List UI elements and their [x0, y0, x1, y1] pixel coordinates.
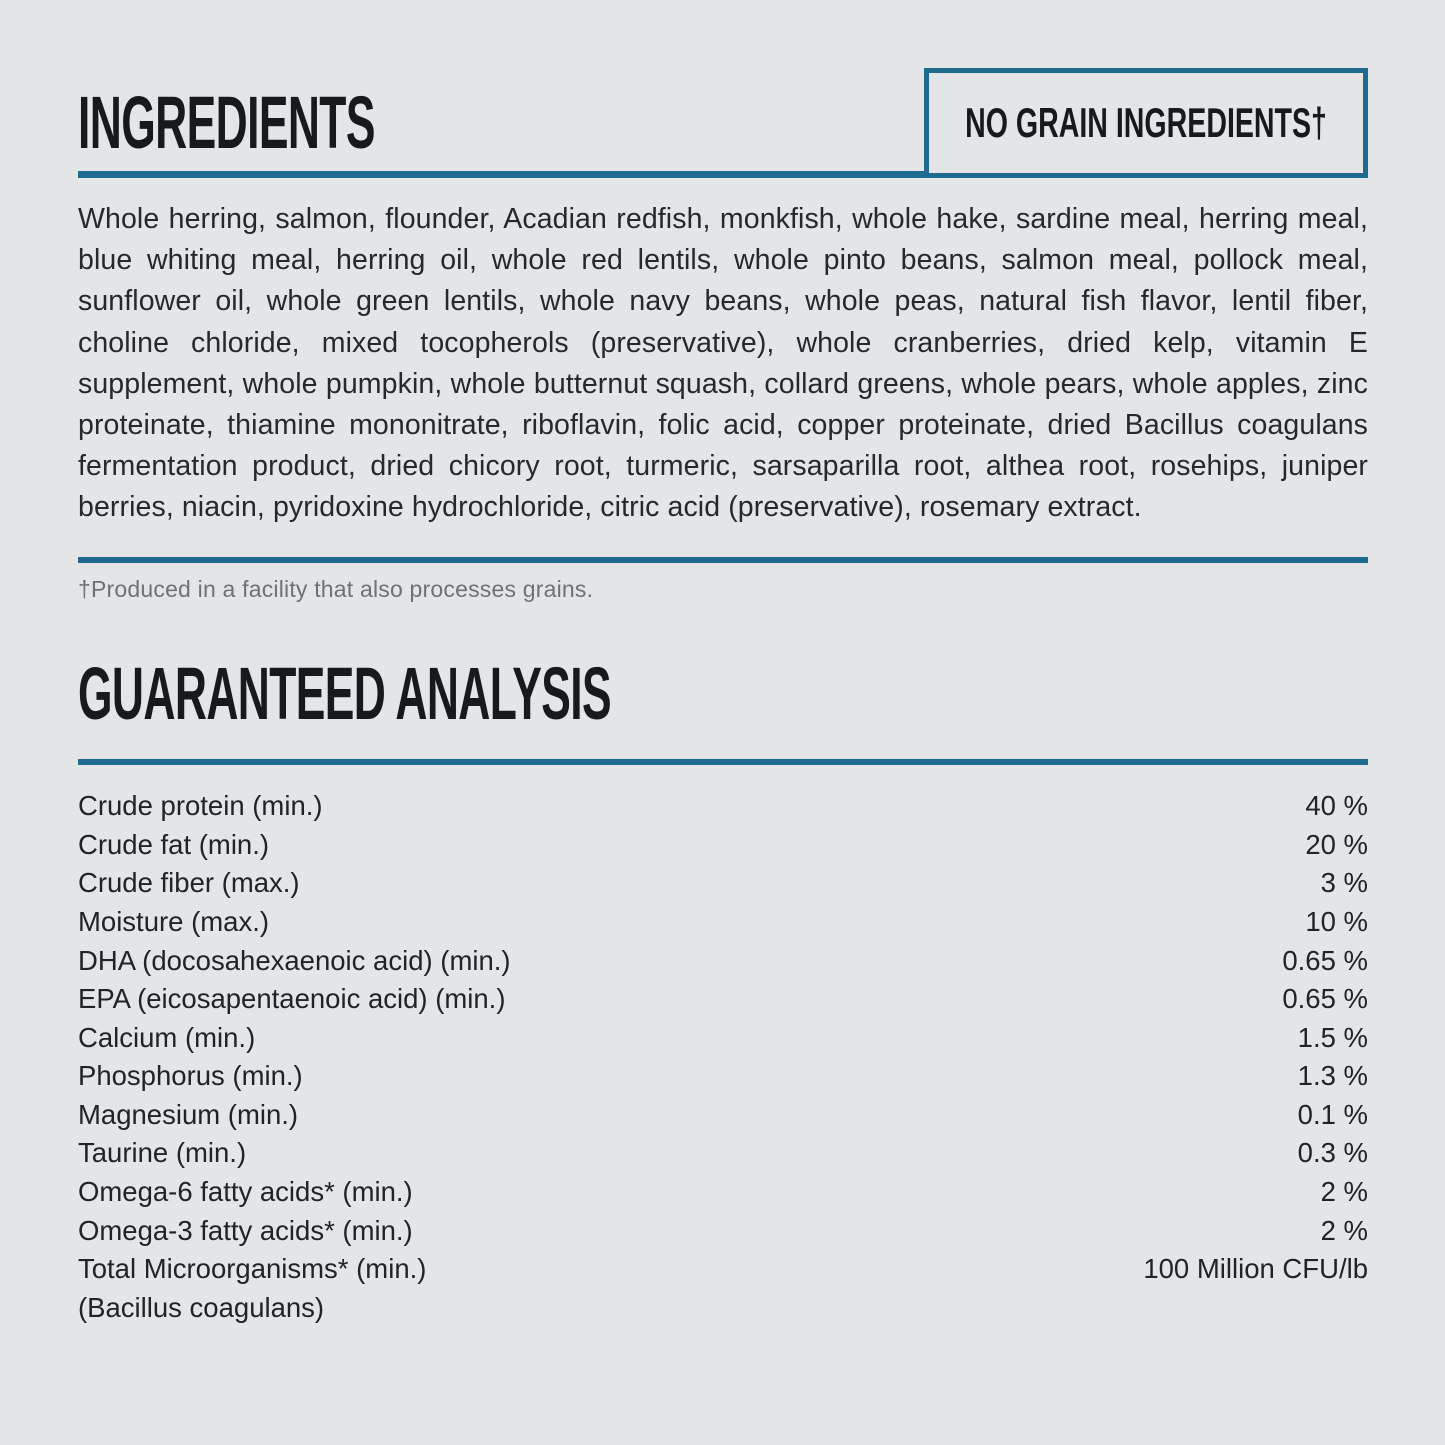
analysis-value: 0.1 %	[1297, 1098, 1368, 1130]
analysis-row	[78, 1019, 1368, 1058]
analysis-label: Calcium (min.)	[78, 1021, 256, 1053]
ingredients-text: Whole herring, salmon, flounder, Acadian redfish, monkfish, whole hake, sardine meal, herring meal, blue whiting meal, herring oil, whole red lentils, whole pinto beans, salmon meal, pollock meal, sunflower oil, whole green lentils, whole navy beans, whole peas, natural fish flavor, lentil fiber, choline chloride, mixed tocopherols (preservative), whole cranberries, dried kelp, vitamin E supplement, whole pumpkin, whole butternut squash, collard greens, whole pears, whole apples, zinc proteinate, thiamine mononitrate, riboflavin, folic acid, copper proteinate, dried Bacillus coagulans fermentation product, dried chicory root, turmeric, sarsaparilla root, althea root, rosehips, juniper berries, niacin, pyridoxine hydrochloride, citric acid (preservative), rosemary extract.	[78, 203, 1368, 524]
analysis-label: EPA (eicosapentaenoic acid) (min.)	[78, 983, 506, 1015]
no-grain-badge-label: NO GRAIN INGREDIENTS†	[965, 99, 1327, 146]
grain-facility-footnote: †Produced in a facility that also processes grains.	[78, 576, 594, 603]
analysis-value: 100 Million CFU/lb	[1143, 1253, 1368, 1285]
ingredients-header	[78, 68, 1368, 178]
analysis-row	[78, 1057, 1368, 1096]
analysis-label: Moisture (max.)	[78, 905, 269, 937]
analysis-label: Phosphorus (min.)	[78, 1060, 303, 1092]
analysis-row	[78, 1134, 1368, 1173]
guaranteed-analysis-title: GUARANTEED ANALYSIS	[78, 651, 611, 735]
analysis-label: Omega-6 fatty acids* (min.)	[78, 1176, 413, 1208]
analysis-row	[78, 1250, 1368, 1289]
divider-above-footnote	[78, 557, 1368, 563]
analysis-label: Total Microorganisms* (min.)	[78, 1253, 427, 1285]
analysis-label: (Bacillus coagulans)	[78, 1291, 325, 1323]
ingredients-section-title: INGREDIENTS	[78, 81, 375, 165]
ingredients-title-block	[78, 68, 924, 178]
analysis-row	[78, 903, 1368, 942]
guaranteed-analysis-header	[78, 649, 1368, 741]
analysis-label: Magnesium (min.)	[78, 1098, 299, 1130]
analysis-row	[78, 980, 1368, 1019]
analysis-label: Crude fat (min.)	[78, 828, 270, 860]
analysis-label: Taurine (min.)	[78, 1137, 247, 1169]
analysis-value: 20 %	[1305, 828, 1368, 860]
analysis-label: Crude protein (min.)	[78, 790, 323, 822]
analysis-label: Crude fiber (max.)	[78, 867, 300, 899]
guaranteed-analysis-table	[78, 787, 1368, 1327]
analysis-value: 0.65 %	[1282, 944, 1368, 976]
analysis-row	[78, 826, 1368, 865]
analysis-row	[78, 1173, 1368, 1212]
analysis-row	[78, 787, 1368, 826]
analysis-value: 3 %	[1320, 867, 1368, 899]
analysis-value: 2 %	[1320, 1176, 1368, 1208]
analysis-value: 2 %	[1320, 1214, 1368, 1246]
analysis-value: 0.65 %	[1282, 983, 1368, 1015]
analysis-row	[78, 1096, 1368, 1135]
analysis-label: DHA (docosahexaenoic acid) (min.)	[78, 944, 511, 976]
analysis-row	[78, 1289, 1368, 1328]
analysis-value: 40 %	[1305, 790, 1368, 822]
analysis-value: 0.3 %	[1297, 1137, 1368, 1169]
no-grain-badge	[924, 68, 1368, 178]
analysis-row	[78, 864, 1368, 903]
divider-below-analysis-title	[78, 759, 1368, 765]
analysis-label: Omega-3 fatty acids* (min.)	[78, 1214, 413, 1246]
analysis-value: 1.3 %	[1297, 1060, 1368, 1092]
analysis-value: 1.5 %	[1297, 1021, 1368, 1053]
analysis-row	[78, 1212, 1368, 1251]
analysis-row	[78, 942, 1368, 981]
analysis-value: 10 %	[1305, 905, 1368, 937]
